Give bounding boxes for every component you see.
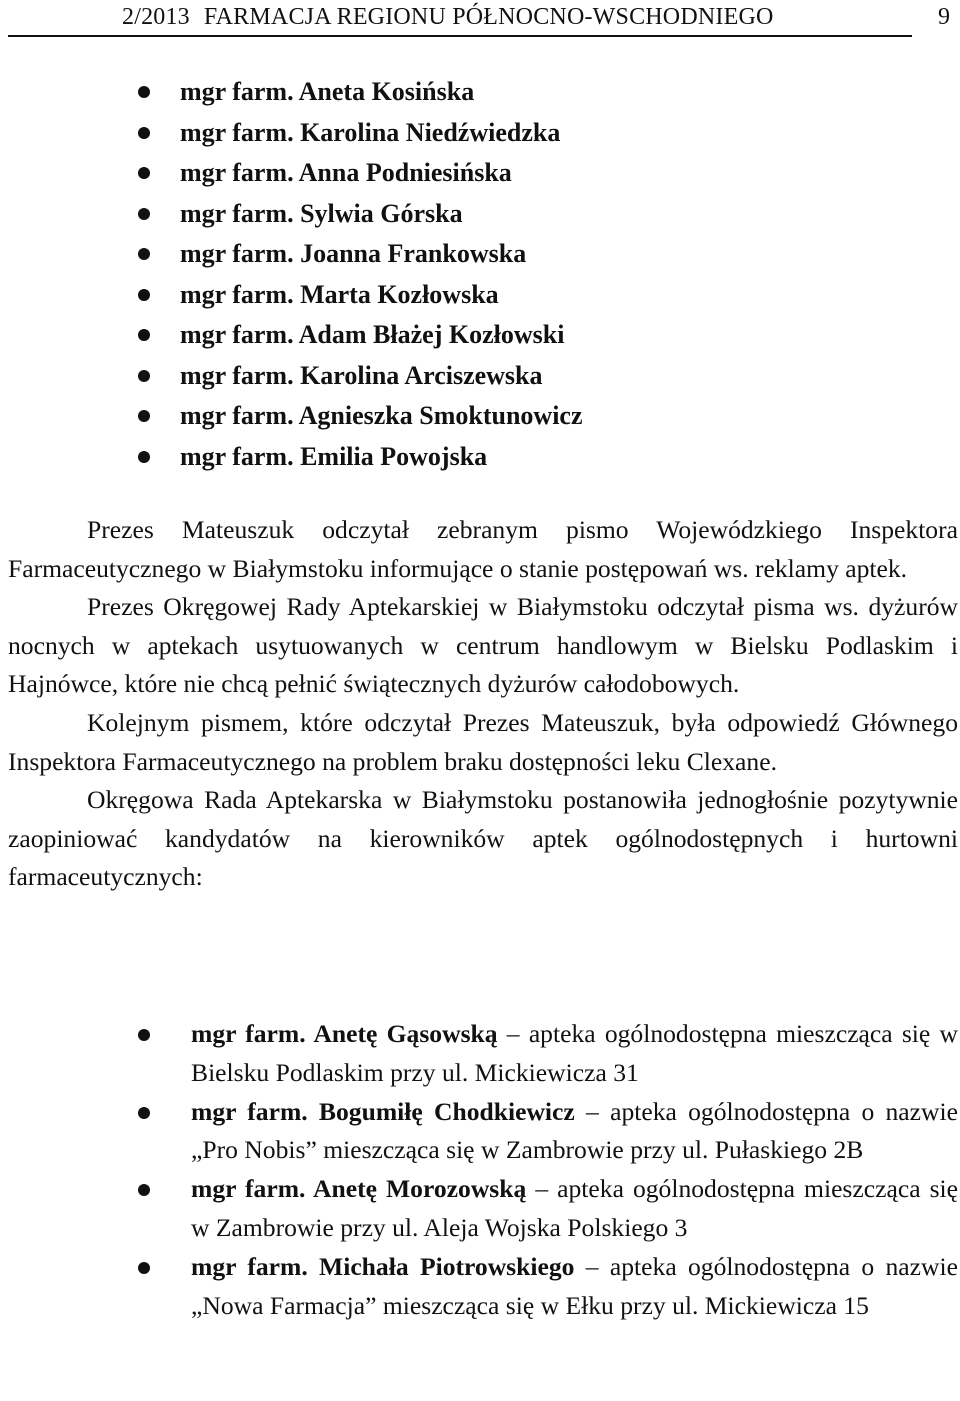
nomination-details: – apteka ogólnodostępna mieszcząca się w Bielsku Podlaskim przy ul. Mickiewicza 31 <box>191 1019 958 1087</box>
member-name: mgr farm. Marta Kozłowska <box>180 279 499 309</box>
bullet-icon <box>138 248 150 260</box>
list-item <box>0 356 960 397</box>
bullet-icon <box>138 329 150 341</box>
nominee-name: mgr farm. Anetę Gąsowską <box>191 1019 498 1048</box>
journal-title: FARMACJA REGIONU PÓŁNOCNO-WSCHODNIEGO <box>203 4 774 30</box>
list-item <box>0 275 960 316</box>
member-name: mgr farm. Anna Podniesińska <box>180 158 512 187</box>
member-list <box>0 72 960 477</box>
nomination-list <box>0 1015 960 1325</box>
list-item <box>0 194 960 235</box>
list-item <box>0 113 960 154</box>
bullet-icon <box>138 208 150 220</box>
nomination-details: – apteka ogólnodostępna o nazwie „Nowa Farmacja” mieszcząca się w Ełku przy ul. Mickiewicza 15 <box>191 1251 958 1320</box>
nominee-name: mgr farm. Anetę Morozowską <box>191 1174 527 1204</box>
list-item <box>0 315 960 356</box>
header-rule <box>8 35 912 37</box>
member-name: mgr farm. Karolina Arciszewska <box>180 360 543 390</box>
bullet-icon <box>138 410 150 422</box>
paragraph: Okręgowa Rada Aptekarska w Białymstoku postanowiła jednogłośnie pozytywnie zaopiniować kandydatów na kierowników aptek ogólnodostępnych i hurtowni farmaceutycznych: <box>8 785 958 892</box>
member-name: mgr farm. Adam Błażej Kozłowski <box>180 320 565 349</box>
list-item <box>0 234 960 275</box>
paragraph: Kolejnym pismem, które odczytał Prezes Mateuszuk, była odpowiedź Głównego Inspektora Farmaceutycznego na problem braku dostępności leku Clexane. <box>8 707 958 776</box>
nomination-details: – apteka ogólnodostępna o nazwie „Pro Nobis” mieszcząca się w Zambrowie przy ul. Pułaskiego 2B <box>191 1096 958 1165</box>
bullet-icon <box>138 1184 150 1196</box>
bullet-icon <box>138 167 150 179</box>
member-name: mgr farm. Joanna Frankowska <box>180 239 527 268</box>
bullet-icon <box>138 451 150 463</box>
issue-number: 2/2013 <box>122 4 190 30</box>
bullet-icon <box>138 370 150 382</box>
nominee-name: mgr farm. Bogumiłę Chodkiewicz <box>191 1096 575 1126</box>
list-item <box>0 153 960 194</box>
nomination-item <box>0 1015 960 1093</box>
bullet-icon <box>138 1262 150 1274</box>
page-number: 9 <box>938 4 950 30</box>
member-name: mgr farm. Sylwia Górska <box>180 198 463 228</box>
member-name: mgr farm. Karolina Niedźwiedzka <box>180 117 561 147</box>
bullet-icon <box>138 289 150 301</box>
nomination-item <box>0 1170 960 1248</box>
nomination-item <box>0 1093 960 1171</box>
nominee-name: mgr farm. Michała Piotrowskiego <box>191 1251 575 1281</box>
paragraph: Prezes Okręgowej Rady Aptekarskiej w Białymstoku odczytał pisma ws. dyżurów nocnych w aptekach usytuowanych w centrum handlowym w Bielsku Podlaskim i Hajnówce, które nie chcą pełnić świątecznych dyżurów całodobowych. <box>8 592 958 699</box>
member-name: mgr farm. Agnieszka Smoktunowicz <box>180 401 583 430</box>
running-head <box>122 4 774 31</box>
bullet-icon <box>138 1107 150 1119</box>
nomination-item <box>0 1248 960 1326</box>
paragraph: Prezes Mateuszuk odczytał zebranym pismo Wojewódzkiego Inspektora Farmaceutycznego w Białymstoku informujące o stanie postępowań ws. reklamy aptek. <box>8 515 958 583</box>
nomination-details: – apteka ogólnodostępna mieszcząca się w Zambrowie przy ul. Aleja Wojska Polskiego 3 <box>191 1174 959 1242</box>
bullet-icon <box>138 127 150 139</box>
list-item <box>0 72 960 113</box>
member-name: mgr farm. Emilia Powojska <box>180 441 488 471</box>
list-item <box>0 437 960 478</box>
body-text <box>8 511 958 897</box>
list-item <box>0 396 960 437</box>
member-name: mgr farm. Aneta Kosińska <box>180 77 475 106</box>
bullet-icon <box>138 1029 150 1041</box>
bullet-icon <box>138 86 150 98</box>
page-header <box>0 0 960 40</box>
